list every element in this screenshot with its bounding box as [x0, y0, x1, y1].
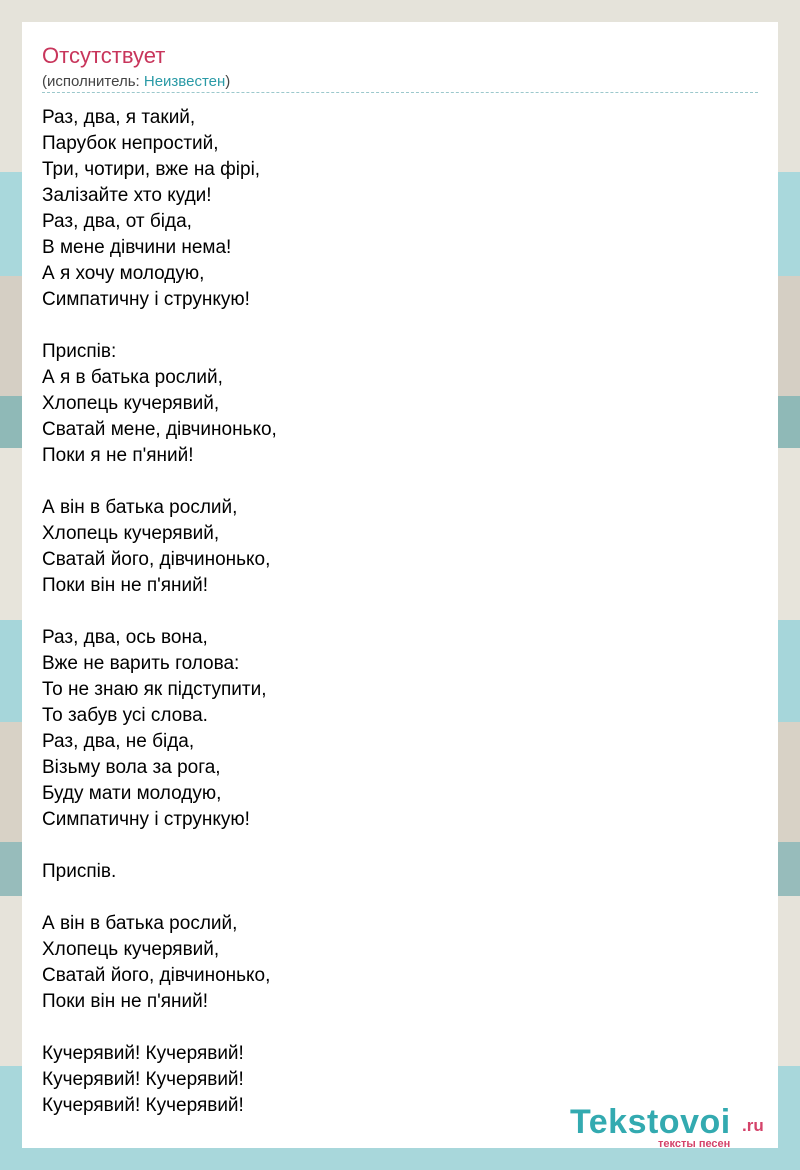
- lyric-line: Раз, два, от біда,: [42, 211, 192, 232]
- lyric-line: Приспів:: [42, 341, 117, 362]
- lyric-line: Залізайте хто куди!: [42, 185, 212, 206]
- lyric-line: Симпатичну і стрункую!: [42, 289, 250, 310]
- lyric-line: Поки я не п'яний!: [42, 445, 194, 466]
- lyric-line: Сватай його, дівчинонько,: [42, 965, 271, 986]
- lyric-line: Буду мати молодую,: [42, 783, 222, 804]
- lyric-line: Приспів.: [42, 861, 117, 882]
- artist-link[interactable]: Неизвестен: [143, 73, 226, 90]
- lyric-line: Хлопець кучерявий,: [42, 523, 220, 544]
- logo-tld: .ru: [742, 1116, 764, 1135]
- lyric-line: [42, 1015, 742, 1041]
- lyric-line: Парубок непростий,: [42, 133, 219, 154]
- logo-subtitle: тексты песен: [658, 1138, 731, 1150]
- lyric-line: То не знаю як підступити,: [42, 679, 267, 700]
- lyric-line: Три, чотири, вже на фірі,: [42, 159, 261, 180]
- lyric-line: Раз, два, я такий,: [42, 107, 196, 128]
- lyric-line: В мене дівчини нема!: [42, 237, 232, 258]
- lyric-line: [42, 885, 742, 911]
- lyric-line: Хлопець кучерявий,: [42, 393, 220, 414]
- lyric-line: Раз, два, ось вона,: [42, 627, 208, 648]
- artist-suffix: ): [225, 73, 231, 90]
- lyric-line: [42, 469, 742, 495]
- lyric-line: Хлопець кучерявий,: [42, 939, 220, 960]
- lyric-line: [42, 313, 742, 339]
- lyric-line: А він в батька рослий,: [42, 497, 238, 518]
- song-title: Отсутствует: [42, 43, 166, 68]
- lyric-line: Симпатичну і стрункую!: [42, 809, 250, 830]
- lyric-line: А я хочу молодую,: [42, 263, 205, 284]
- lyrics-card: [22, 22, 778, 1148]
- lyric-line: А я в батька рослий,: [42, 367, 223, 388]
- lyric-line: Кучерявий! Кучерявий!: [42, 1095, 244, 1116]
- title-divider: [42, 92, 758, 93]
- lyric-line: [42, 833, 742, 859]
- lyric-line: [42, 599, 742, 625]
- lyric-line: Кучерявий! Кучерявий!: [42, 1069, 244, 1090]
- lyric-line: Вже не варить голова:: [42, 653, 240, 674]
- lyric-line: То забув усі слова.: [42, 705, 208, 726]
- lyric-line: Сватай мене, дівчинонько,: [42, 419, 277, 440]
- lyric-line: Кучерявий! Кучерявий!: [42, 1043, 244, 1064]
- lyric-line: Поки він не п'яний!: [42, 575, 209, 596]
- lyric-line: Раз, два, не біда,: [42, 731, 195, 752]
- site-logo: [570, 1104, 780, 1148]
- lyric-line: Сватай його, дівчинонько,: [42, 549, 271, 570]
- lyric-line: Візьму вола за рога,: [42, 757, 221, 778]
- lyrics-body: [42, 105, 742, 1119]
- logo-wordmark: Tekstovoi: [570, 1103, 731, 1141]
- lyric-line: Поки він не п'яний!: [42, 991, 209, 1012]
- artist-prefix: (исполнитель:: [42, 73, 144, 90]
- lyric-line: А він в батька рослий,: [42, 913, 238, 934]
- artist-line: [42, 72, 230, 92]
